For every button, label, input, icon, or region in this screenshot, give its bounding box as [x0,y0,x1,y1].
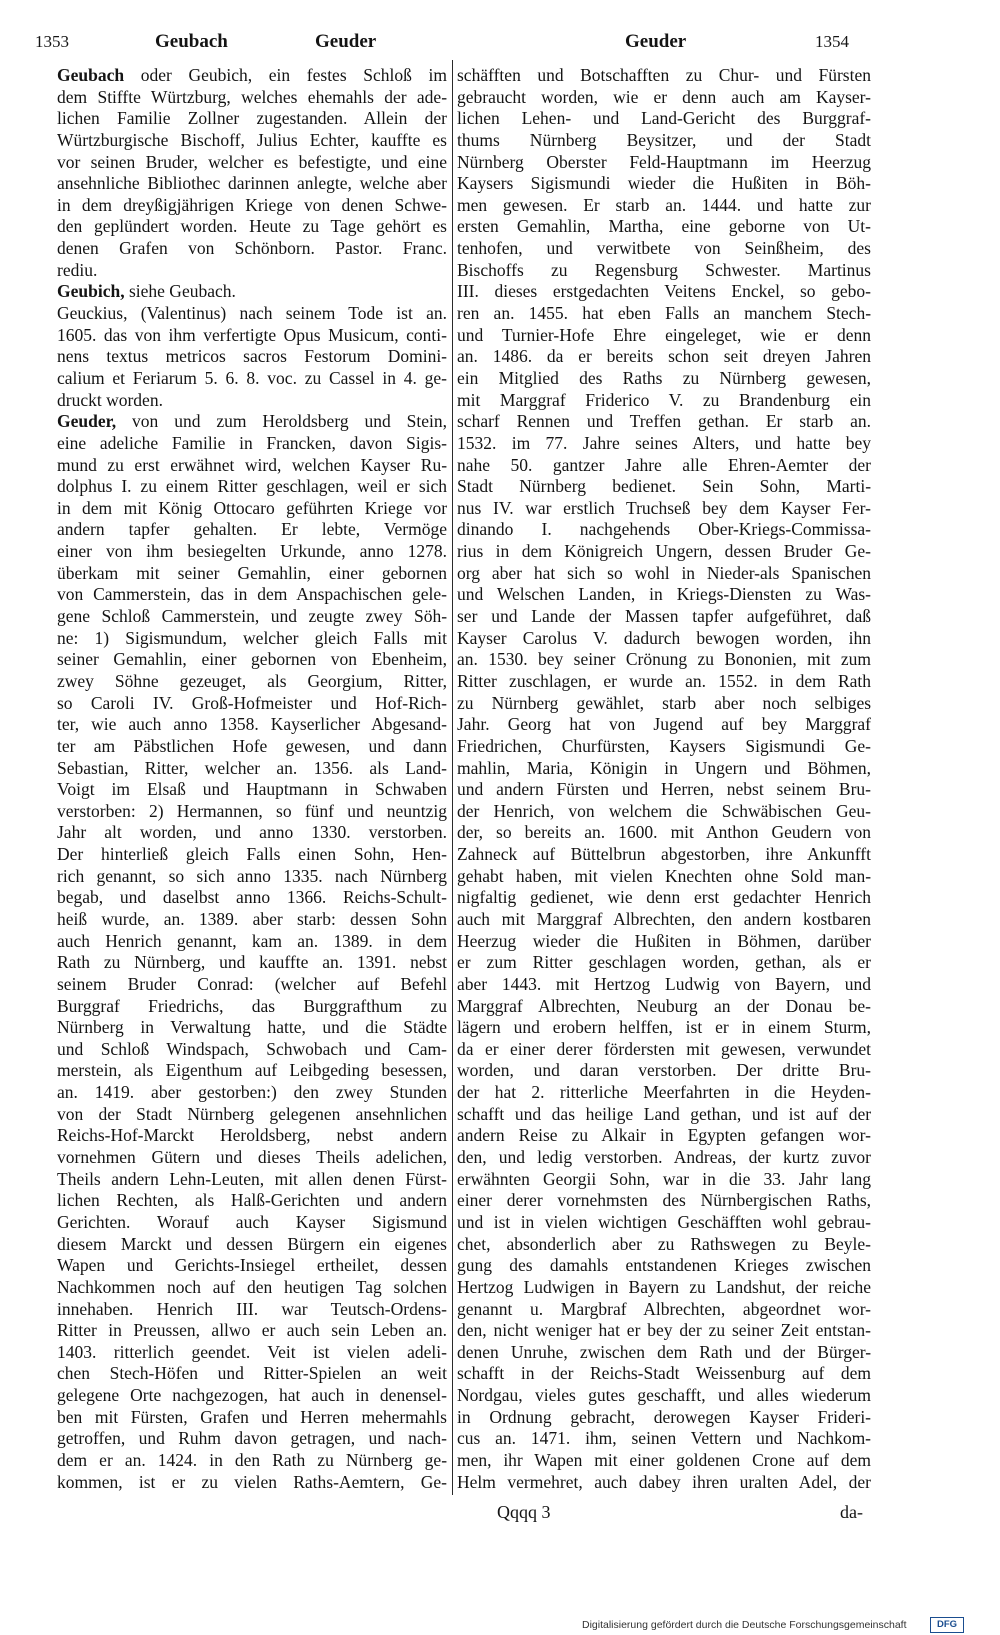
text-line [457,1234,871,1256]
line-content: auch mit Marggraf Albrechten, den andern kostbaren [457,908,872,929]
page-number-left: 1353 [35,32,69,51]
text-line [57,628,447,650]
line-content: chen Stech-Höfen und Ritter-Spielen an weit [57,1363,447,1384]
text-line [457,65,871,87]
text-line [57,433,447,455]
line-content: an. 1419. aber gestorben:) den zwey Stunden [57,1082,448,1103]
line-content [57,65,447,87]
line-content: begab, und daselbst anno 1366. Reichs-Schult- [57,887,447,908]
line-content: nus IV. war erstlich Truchseß bey dem Kayser Fer- [457,497,871,518]
text-line [457,909,871,931]
text-line [57,1039,447,1061]
line-content: Friedrichen, Churfürsten, Kaysers Sigismundi Ge- [457,735,872,756]
line-content: ter am Päbstlichen Hofe gewesen, und dann [57,735,447,756]
line-content: merstein, als Eigenthum auf Leibgeding besessen, [57,1060,447,1081]
line-content: Würtzburgische Bischoff, Julius Echter, kauffte es [57,129,447,150]
text-line [57,1104,447,1126]
text-line [57,952,447,974]
line-content: getroffen, und Ruhm davon getragen, und nach- [57,1428,447,1449]
line-content: ne: 1) Sigismundum, welcher gleich Falls mit [57,627,448,648]
left-column [57,65,447,1493]
line-content: denen Grafen von Schönborn. Pastor. Franc. [57,238,447,259]
text-line [457,1277,871,1299]
line-content: und Welschen Landen, in Kriegs-Diensten zu Was- [457,584,872,605]
line-content: lichen Familie Zollner zugestanden. Allein der [57,108,447,129]
text-line [57,1017,447,1039]
text-line [57,844,447,866]
line-content: überkam mit seiner Gemahlin, einer gebornen [57,562,447,583]
text-line [57,238,447,260]
text-line [57,1125,447,1147]
line-content: heiß wurde, an. 1389. aber starb: dessen Sohn [57,908,447,929]
line-content: vornehmen Gütern und dieses Theils adelichen, [57,1147,448,1168]
column-divider [452,60,453,1495]
text-line [457,1212,871,1234]
text-line [457,1255,871,1277]
line-content: in Ordnung gebracht, derowegen Kayser Frideri- [457,1406,872,1427]
text-line [457,476,871,498]
line-content: eine adeliche Familie in Francken, davon Sigis- [57,432,447,453]
line-content: den, nicht weniger hat er bey der zu seiner Zeit entstan- [457,1320,872,1341]
text-line [457,173,871,195]
text-line [457,1450,871,1472]
text-line [457,714,871,736]
text-line [57,1385,447,1407]
line-content: men gewesen. Er starb an. 1444. und hatte zur [457,194,871,215]
text-line [57,368,447,390]
text-line [457,498,871,520]
text-line [457,693,871,715]
text-line [57,671,447,693]
text-line [57,325,447,347]
text-line [57,931,447,953]
line-content: und Turnier-Hofe Ehre eingeleget, wie er denn [457,324,871,345]
line-content: gene Schloß Cammerstein, und zeugte zwey Söh- [57,606,448,627]
line-content: Nachkommen noch auf den heutigen Tag solchen [57,1276,448,1297]
line-content: gung des damahls entstandenen Krieges zwischen [457,1255,872,1276]
headword: Geubach [57,65,125,85]
text-line [457,130,871,152]
text-line [457,1125,871,1147]
line-content: von der Stadt Nürnberg gelegenen ansehnlichen [57,1103,447,1124]
line-content: druckt worden. [57,389,163,410]
headword: Geuder, [57,411,117,432]
line-content: da er einer derer fördersten mit gewesen, verwundet [457,1038,871,1059]
text-line [57,346,447,368]
line-content: nens textus metricos sacros Festorum Domini- [57,346,448,367]
line-content: den geplündert worden. Heute zu Tage gehört es [57,216,447,237]
text-line [57,693,447,715]
line-content: Nürnberg in Verwaltung hatte, und die Städte [57,1017,447,1038]
text-line [457,541,871,563]
text-line [457,195,871,217]
text-line [57,649,447,671]
line-content: und andern Fürsten und Herren, nebst seinem Bru- [457,779,871,800]
line-content: men, ihr Wapen mit einer goldenen Crone auf dem [457,1450,871,1470]
line-content: rich genannt, so sich anno 1335. nach Nürnberg [57,865,447,886]
line-content: einer derer vornehmsten des Nürnbergischen Raths, [457,1190,872,1211]
line-content: der, so bereits an. 1600. mit Anthon Geudern von [457,822,871,843]
text-line [457,346,871,368]
line-content: der hat 2. ritterliche Meerfahrten in die Heyden- [457,1082,871,1103]
text-line [457,866,871,888]
line-content: verstorben: 2) Hermannen, so fünf und neuntzig [57,800,448,821]
line-content: innehaben. Henrich III. war Teutsch-Ordens- [57,1298,447,1319]
text-line [457,433,871,455]
line-content: worden, und daran verstorben. Der dritte Bru- [457,1060,871,1081]
text-line [57,822,447,844]
text-line [57,195,447,217]
running-head-left-first: Geubach [155,31,228,52]
line-content: denen Unruhe, zwischen dem Rath und der Bürger- [457,1341,872,1362]
line-content: 1403. ritterlich geendet. Veit ist vielen adeli- [57,1341,447,1362]
text-line [457,519,871,541]
line-content: dem Stiffte Würtzburg, welches ehemahls der ade- [57,86,448,107]
line-content [57,411,447,433]
line-content: dolphus I. zu einem Ritter geschlagen, weil er sich [57,476,448,497]
text-line [457,822,871,844]
text-line [457,649,871,671]
line-content: rius in dem Königreich Ungern, dessen Bruder Ge- [457,541,871,562]
dfg-logo: DFG [930,1617,964,1633]
line-content: erwähnten Georgii Sohn, war in die 33. Jahr lang [457,1168,872,1189]
line-content: Bischoffs zu Regensburg Schwester. Martinus [457,259,871,280]
line-content: Kaysers Sigismundi wieder die Hußiten in Böh- [457,173,871,194]
running-head-left-last: Geuder [315,31,377,52]
line-content: ersten Gemahlin, Martha, eine geborne von Ut- [457,216,871,237]
text-line [57,758,447,780]
line-content: Kayser Carolus V. dadurch bewogen worden, ihn [457,627,872,648]
text-line [457,1017,871,1039]
line-content: an. 1530. bey seiner Crönung zu Bononien, mit zum [457,649,871,670]
text-line [57,606,447,628]
line-content: von Cammerstein, das in dem Anspachischen gele- [57,584,447,605]
line-content: andern tapfer gehalten. Er lebte, Vermöge [57,519,447,540]
text-line [57,541,447,563]
line-content: rediu. [57,259,98,280]
line-content: ren an. 1455. hat eben Falls an manchem Stech- [457,303,872,324]
line-content: Ritter in Preussen, allwo er auch sein Leben an. [57,1320,448,1341]
text-line [57,974,447,996]
text-line [457,779,871,801]
text-line [57,1169,447,1191]
line-content: gehabt haben, mit vielen Knechten ohne Sold man- [457,865,872,886]
line-content: Zahneck auf Büttelbrun abgestorben, ihre Ankunfft [457,844,871,865]
text-line [57,563,447,585]
text-line [457,1039,871,1061]
line-content [57,281,236,303]
page-number-right: 1354 [815,32,849,51]
line-content: cus an. 1471. ihm, seinen Vettern und Nachkom- [457,1428,872,1449]
text-line [57,152,447,174]
line-content: dinando I. nachgehends Ober-Kriegs-Commissa- [457,519,871,540]
text-line [457,628,871,650]
text-line [57,1363,447,1385]
line-content: lichen Rechten, als Halß-Gerichten und andern [57,1190,447,1211]
text-line [457,1299,871,1321]
text-line [57,390,447,412]
line-content: mahlin, Maria, Königin in Ungern und Böhmen, [457,757,872,778]
line-content: auch Henrich genannt, kam an. 1389. in dem [57,930,448,951]
text-line [57,1082,447,1104]
line-content: Jahr. Georg hat von Jugend auf bey Marggraf [457,714,871,735]
line-content: Reichs-Hof-Marckt Heroldsberg, nebst andern [57,1125,447,1146]
text-line [57,1277,447,1299]
text-line [57,779,447,801]
text-line [457,325,871,347]
text-line [457,1407,871,1429]
text-line [457,584,871,606]
line-content: III. dieses erstgedachten Veitens Enckel, so gebo- [457,281,871,302]
line-content: Jahr alt worden, und anno 1330. verstorben. [57,822,448,843]
line-content: Hertzog Ludwigen in Bayern zu Landshut, der reiche [457,1276,872,1297]
line-content: Burggraf Friedrichs, das Burggrafthum zu [57,995,448,1016]
line-content: mund zu erst erwähnet wird, welchen Kayser Ru- [57,454,448,475]
line-content: Marggraf Albrechten, Neuburg an der Donau be- [457,995,872,1016]
line-content: lägern und erobern helffen, ist er in einem Sturm, [457,1017,872,1038]
text-line [57,173,447,195]
text-line [57,1428,447,1450]
text-line [57,108,447,130]
text-line [57,130,447,152]
line-content: Nürnberg Oberster Feld-Hauptmann im Heerzug [457,151,871,172]
text-line [457,455,871,477]
text-line [57,1407,447,1429]
line-content: ter, wie auch anno 1358. Kayserlicher Abgesand- [57,714,447,735]
line-content: schäfften und Botschafften zu Chur- und Fürsten [457,65,871,85]
line-content: thums Nürnberg Beysitzer, und der Stadt [457,129,871,150]
line-content: Theils andern Lehn-Leuten, mit allen denen Fürst- [57,1168,448,1189]
text-line [57,736,447,758]
text-line [57,87,447,109]
line-content: 1605. das von ihm verfertigte Opus Musicum, conti- [57,324,447,345]
line-content: Nordgau, vieles gutes geschafft, und alles wiederum [457,1385,871,1406]
line-content: kommen, ist er zu vielen Raths-Aemtern, Ge- [57,1471,448,1492]
line-content: calium et Feriarum 5. 6. 8. voc. zu Cassel in 4. ge- [57,367,448,388]
text-line [457,108,871,130]
text-line [457,411,871,433]
line-content: dem er an. 1424. in den Rath zu Nürnberg ge- [57,1450,448,1470]
line-content: nahe 50. gantzer Jahre alle Ehren-Aemter der [457,454,871,475]
line-content: seiner Gemahlin, einer gebornen von Ebenheim, [57,649,448,670]
line-content: Voigt im Elsaß und Hauptmann in Schwaben [57,779,448,800]
line-content: und Schloß Windspach, Schwobach und Cam- [57,1038,447,1059]
text-line [57,498,447,520]
text-line [57,584,447,606]
text-line [457,931,871,953]
line-content: genannt u. Margbraf Albrechten, abgeordnet wor- [457,1298,871,1319]
line-content: 1532. im 77. Jahre seines Alters, und hatte bey [457,432,871,453]
line-content: org aber hat sich so wohl in Nieder-als Spanischen [457,562,872,583]
text-line [57,519,447,541]
text-line [57,1212,447,1234]
line-content: vor seinen Bruder, welcher es befestigte, und eine [57,151,447,172]
text-line [57,1450,447,1472]
line-content: er zum Ritter geschlagen worden, gethan, als er [457,952,871,973]
catchword: da- [840,1502,863,1522]
text-line [457,368,871,390]
line-content: zu Nürnberg gewählet, starb aber noch selbiges [457,692,872,713]
text-line [57,1190,447,1212]
line-content: und ist in vielen wichtigen Geschäfften wohl gebrau- [457,1211,872,1232]
funding-notice: Digitalisierung gefördert durch die Deutsche Forschungsgemeinschaft [582,1619,907,1631]
text-line [457,563,871,585]
line-content: an. 1486. da er bereits schon seit dreyen Jahren [457,346,871,367]
line-content: diesem Marckt und dessen Bürgern ein eigenes [57,1233,447,1254]
text-line [457,758,871,780]
line-content: den, und ledig verstorben. Andreas, der kurtz zuvor [457,1147,872,1168]
line-content: chet, absonderlich aber zu Rathswegen zu Beyle- [457,1233,871,1254]
line-content: tenhofen, und verwitbete von Seinßheim, des [457,238,871,259]
text-line [57,714,447,736]
text-line [457,952,871,974]
text-line [57,1320,447,1342]
text-line [457,281,871,303]
line-content: Geuckius, (Valentinus) nach seinem Tode ist an. [57,303,447,324]
text-line [457,1342,871,1364]
line-content: Helm vermehret, auch dabey ihren uralten Adel, der [457,1471,871,1492]
text-line [457,887,871,909]
text-line [457,216,871,238]
line-content: in dem dreyßigjährigen Kriege von denen Schwe- [57,194,448,215]
line-content: gebraucht worden, wie er denn auch am Kayser- [457,86,871,107]
text-line [457,303,871,325]
text-line [457,974,871,996]
line-content: andern Reise zu Alkair in Egypten gefangen wor- [457,1125,871,1146]
text-line [57,65,447,87]
line-content: ansehnliche Bibliothec darinnen anlegte, welche aber [57,173,447,194]
text-line [457,390,871,412]
line-content: ser und Lande der Massen tapfer aufgeführet, daß [457,606,871,627]
line-content: aber 1443. mit Hertzog Ludwig von Bayern, und [457,973,871,994]
text-line [57,1060,447,1082]
text-line [457,260,871,282]
line-content: in dem mit König Ottocaro geführten Kriege vor [57,497,448,518]
text-line [457,1385,871,1407]
text-line [457,1363,871,1385]
text-line [457,1320,871,1342]
line-content: Stadt Nürnberg bedienet. Sein Sohn, Marti- [457,476,872,497]
text-line [457,606,871,628]
line-content: der Henrich, von welchem die Schwäbischen Geu- [457,800,871,821]
line-content: ein Mitglied des Raths zu Nürnberg gewesen, [457,367,872,388]
line-content: einer von ihm besiegelten Urkunde, anno 1278. [57,541,448,562]
text-line [457,238,871,260]
line-content: schafft in der Reichs-Stadt Weissenburg auf dem [457,1363,871,1384]
text-line [57,887,447,909]
text-line [57,1299,447,1321]
text-line [57,260,447,282]
text-line [57,303,447,325]
line-content: scharf Rennen und Treffen gethan. Er starb an. [457,411,871,432]
signature-mark: Qqqq 3 [497,1502,551,1522]
text-line [457,1190,871,1212]
text-line [57,455,447,477]
text-line [57,1147,447,1169]
line-content: so Caroli IV. Groß-Hofmeister und Hof-Rich- [57,692,448,713]
text-line [457,152,871,174]
line-content: Sebastian, Ritter, welcher an. 1356. als Land- [57,757,447,778]
text-line [57,216,447,238]
text-line [457,1082,871,1104]
text-line [457,1169,871,1191]
text-line [457,844,871,866]
text-line [457,671,871,693]
line-content: schafft und das heilige Land gethan, und ist auf der [457,1103,872,1124]
line-content: Ritter zuschlagen, er wurde an. 1552. in dem Rath [457,670,871,691]
line-content: Der hinterließ gleich Falls einen Sohn, Hen- [57,844,447,865]
line-text: von und zum Heroldsberg und Stein, [116,411,447,432]
text-line [457,1104,871,1126]
text-line [57,476,447,498]
line-content: nigfaltig gedienet, wie denn erst gedachter Henrich [457,887,871,908]
text-line [57,866,447,888]
text-line [57,1472,447,1494]
running-head-right: Geuder [625,31,687,52]
text-line [457,1147,871,1169]
line-content: zwey Söhne gezeuget, als Georgium, Ritter, [57,670,447,691]
line-content: mit Marggraf Friderico V. zu Brandenburg ein [457,389,871,410]
text-line [457,1428,871,1450]
text-line [457,996,871,1018]
text-line [57,1255,447,1277]
line-text: oder Geubich, ein festes Schloß im [124,65,447,85]
line-text: siehe Geubach. [124,281,236,302]
line-content: gelegene Orte nachgezogen, hat auch in denensel- [57,1385,447,1406]
line-content: ben mit Fürsten, Grafen und Herren mehermahls [57,1406,447,1427]
text-line [457,801,871,823]
text-line [457,1060,871,1082]
line-content: Wapen und Gerichts-Insiegel ertheilet, dessen [57,1255,447,1276]
text-line [457,1472,871,1494]
line-content: Gerichten. Worauf auch Kayser Sigismund [57,1211,447,1232]
text-line [57,1342,447,1364]
text-line [457,87,871,109]
text-line [57,801,447,823]
text-line [57,1234,447,1256]
line-content: seinem Bruder Conrad: (welcher auf Befehl [57,973,448,994]
line-content: Heerzug wieder die Hußiten in Böhmen, darüber [457,930,871,951]
line-content: Rath zu Nürnberg, und kauffte an. 1391. nebst [57,952,448,973]
text-line [57,411,447,433]
text-line [457,736,871,758]
right-column [457,65,871,1493]
text-line [57,909,447,931]
line-content: lichen Lehen- und Land-Gericht des Burggraf- [457,108,872,129]
headword: Geubich, [57,281,125,302]
text-line [57,281,447,303]
text-line [57,996,447,1018]
